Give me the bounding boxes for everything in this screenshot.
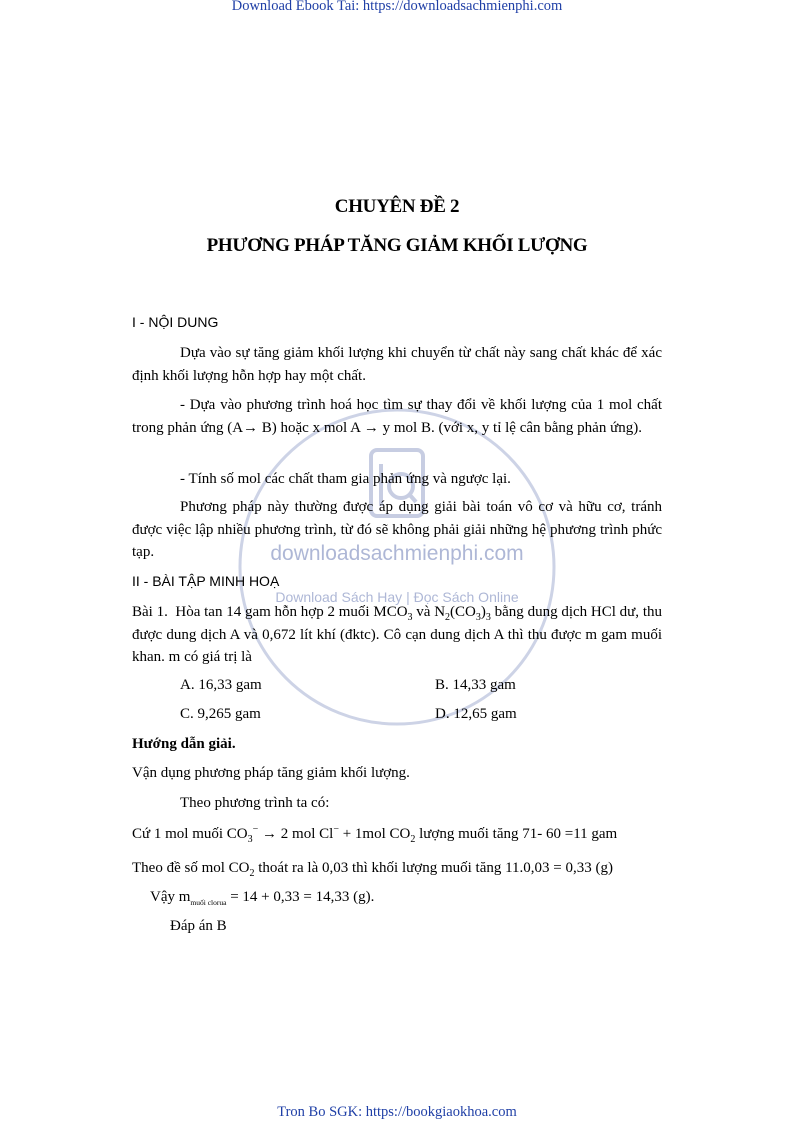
section-heading-content: I - NỘI DUNG <box>132 314 219 330</box>
solution-line-2: Theo phương trình ta có: <box>180 795 330 811</box>
solution-line-5: Vậy $m_{muối clorua} = 14 + 0,33 = 14,33$ (g). <box>150 889 375 907</box>
option-a: A. 16,33 gam <box>180 677 262 693</box>
header-download-link[interactable]: Download Ebook Tai: https://downloadsachmienphi.com <box>231 0 563 14</box>
solution-heading: Hướng dẫn giải. <box>132 736 236 752</box>
content-paragraph-2: - Dựa vào phương trình hoá học tìm sự thay đổi về khối lượng của 1 mol chất trong phản ứng (A→ B) hoặc x mol A → y mol B. (với x, y tỉ lệ cân bằng phản ứng). <box>132 397 662 436</box>
problem-label: Bài 1. <box>132 604 168 620</box>
content-paragraph-1: Dựa vào sự tăng giảm khối lượng khi chuyển từ chất này sang chất khác để xác định khối lượng hỗn hợp hay một chất. <box>132 345 662 384</box>
watermark-text-2: Download Sách Hay | Đọc Sách Online <box>275 589 519 605</box>
content-paragraph-4: Phương pháp này thường được áp dụng giải bài toán vô cơ và hữu cơ, tránh được việc lập nhiều phương trình, từ đó sẽ không phải giải những hệ phương trình phức tạp. <box>132 499 662 560</box>
option-d: D. 12,65 gam <box>435 706 517 722</box>
solution-line-3: Cứ 1 mol muối $CO_3^- \to 2$ mol Cl− + 1mol $CO_2$ lượng muối tăng 71- 60 =11 gam <box>132 824 618 845</box>
solution-line-1: Vận dụng phương pháp tăng giảm khối lượng. <box>132 765 410 781</box>
section-heading-exercises: II - BÀI TẬP MINH HOẠ <box>132 573 280 589</box>
chapter-title: CHUYÊN ĐỀ 2 <box>334 196 460 217</box>
problem-1: Bài 1. Hòa tan 14 gam hỗn hợp 2 muối $MCO_3$ và $N_2(CO_3)_3$ bằng dung dịch HCl dư, thu được dung dịch A và 0,672 lít khí (đktc). Cô cạn dung dịch A thì thu được m gam muối khan. m có giá trị là <box>132 604 662 665</box>
content-paragraph-3: - Tính số mol các chất tham gia phản ứng và ngược lại. <box>180 471 511 487</box>
answer-line: Đáp án B <box>170 918 227 934</box>
watermark-text-1: downloadsachmienphi.com <box>270 542 524 565</box>
chapter-subtitle: PHƯƠNG PHÁP TĂNG GIẢM KHỐI LƯỢNG <box>206 235 588 256</box>
option-c: C. 9,265 gam <box>180 706 261 722</box>
footer-sgk-link[interactable]: Tron Bo SGK: https://bookgiaokhoa.com <box>277 1104 517 1120</box>
solution-line-4: Theo đề số mol $CO_2$ thoát ra là 0,03 thì khối lượng muối tăng 11.0,03 = 0,33 (g) <box>132 860 614 879</box>
option-b: B. 14,33 gam <box>435 677 516 693</box>
